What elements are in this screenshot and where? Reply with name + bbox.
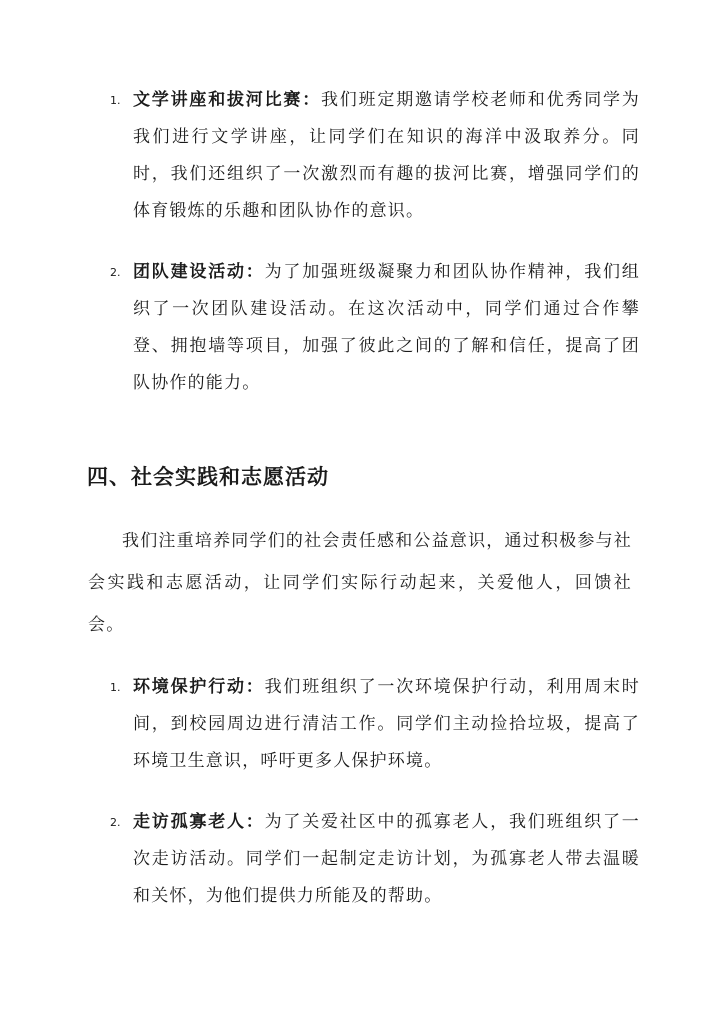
activity-list-bottom	[100, 669, 640, 939]
list-item-text: 为了关爱社区中的孤寡老人，我们班组织了一次走访活动。同学们一起制定走访计划，为孤寡老人带去温暖和关怀，为他们提供力所能及的帮助。	[133, 812, 641, 906]
list-item-title: 团队建设活动：	[133, 262, 265, 282]
activity-list-top	[100, 82, 640, 426]
list-item-text: 为了加强班级凝聚力和团队协作精神，我们组织了一次团队建设活动。在这次活动中，同学们通过合作攀登、拥抱墙等项目，加强了彼此之间的了解和信任，提高了团队协作的能力。	[133, 262, 641, 393]
list-item-text: 我们班定期邀请学校老师和优秀同学为我们进行文学讲座，让同学们在知识的海洋中汲取养分。同时，我们还组织了一次激烈而有趣的拔河比赛，增强同学们的体育锻炼的乐趣和团队协作的意识。	[133, 90, 640, 221]
list-item-title: 走访孤寡老人：	[133, 812, 265, 832]
list-item-title: 文学讲座和拔河比赛：	[133, 90, 321, 110]
list-item	[100, 82, 640, 230]
list-item-number: 1.	[110, 681, 121, 694]
list-item	[100, 669, 640, 780]
list-item	[100, 804, 640, 915]
list-item-number: 1.	[110, 94, 121, 107]
list-item-number: 2.	[110, 266, 121, 279]
list-item-title: 环境保护行动：	[133, 677, 265, 697]
list-item-text: 我们班组织了一次环境保护行动，利用周末时间，到校园周边进行清洁工作。同学们主动捡拾垃圾，提高了环境卫生意识，呼吁更多人保护环境。	[133, 677, 641, 771]
list-item-number: 2.	[110, 816, 121, 829]
list-item	[100, 254, 640, 402]
section-paragraph: 我们注重培养同学们的社会责任感和公益意识，通过积极参与社会实践和志愿活动，让同学们实际行动起来，关爱他人，回馈社会。	[88, 531, 632, 635]
section-heading: 四、社会实践和志愿活动	[87, 464, 329, 489]
